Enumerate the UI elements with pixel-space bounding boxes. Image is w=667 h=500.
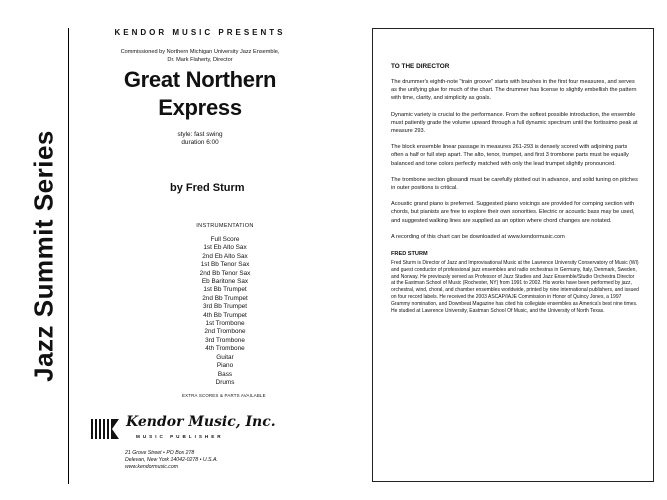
instrument-item: 3rd Trombone	[205, 336, 245, 344]
notes-paragraph: The drummer's eighth-note "train groove" starts with brushes in the first four measures, and serves as the unifying glue for much of the chart. The drummer has license to slightly embellish the pattern with time, clarity, and simplicity as goals.	[391, 79, 637, 102]
instrument-item: 4th Trombone	[205, 345, 245, 353]
series-title: Jazz Summit Series	[28, 130, 59, 382]
instrument-item: Drums	[215, 378, 235, 386]
address-line: Delevan, New York 14042-0278 • U.S.A.	[125, 456, 218, 463]
style-text: style: fast swing	[177, 131, 223, 138]
notes-paragraph: The trombone section glissandi must be carefully plotted out in advance, and solid tuning on pitches in outer positions is critical.	[391, 176, 638, 192]
instrument-item: Full Score	[210, 236, 240, 243]
instrument-item: 2nd Bb Trumpet	[202, 294, 248, 302]
notes-content	[391, 63, 639, 314]
instrument-item: 2nd Bb Tenor Sax	[199, 269, 251, 277]
commission-note	[80, 48, 320, 64]
notes-heading: TO THE DIRECTOR	[391, 63, 450, 70]
publisher-presents: KENDOR MUSIC PRESENTS	[114, 28, 286, 37]
piece-title	[80, 66, 320, 122]
instrument-item: 1st Trombone	[205, 320, 245, 328]
composer-credit: by Fred Sturm	[170, 182, 245, 194]
instrument-item: Piano	[216, 362, 234, 370]
instrument-item: 1st Eb Alto Sax	[203, 244, 247, 252]
instrumentation-heading: INSTRUMENTATION	[196, 223, 254, 229]
commission-line: Commissioned by Northern Michigan University Jazz Ensemble,	[120, 49, 280, 55]
title-page	[10, 10, 330, 488]
composer-bio: Fred Sturm is Director of Jazz and Improvisational Music at the Lawrence University Conservatory of Music (WI) and guest conductor of professional jazz ensembles and radio orchestras in Germany, Italy, Denmark, Sweden, and Norway. He previously served as Professor of Jazz Studies and Jazz Ensemble/Studio Orchestra Director at the Eastman School of Music (Rochester, NY) from 1991 to 2002. His works have been performed by jazz, orchestral, wind, choral, and chamber ensembles worldwide, printed by nine international publishers, and issued on four record labels. He received the 2003 ASCAP/IAJE Commission in Honor of Quincy Jones, a 1997 Grammy nomination, and Downbeat Magazine has cited his collegiate ensembles as America's best nine times. He studied at Lawrence University, Eastman School Of Music, and the University of North Texas.	[391, 260, 639, 314]
address-line: 21 Grove Street • PO Box 278	[125, 450, 195, 456]
instrument-item: 2nd Trombone	[204, 328, 246, 336]
bio-heading: FRED STURM	[391, 251, 428, 258]
publisher-name: Kendor Music, Inc.	[126, 414, 276, 430]
duration-text: duration 6:00	[181, 139, 219, 146]
instrumentation-list	[180, 236, 270, 387]
instrument-item: 4th Bb Trumpet	[203, 311, 247, 319]
publisher-logo	[90, 414, 290, 444]
extra-parts-note: EXTRA SCORES & PARTS AVAILABLE	[182, 393, 266, 398]
vertical-divider	[68, 28, 69, 484]
commission-line: Dr. Mark Flaherty, Director	[167, 57, 233, 63]
publisher-subtitle: MUSIC PUBLISHER	[136, 434, 224, 439]
publisher-address	[125, 450, 295, 470]
notes-paragraph: Acoustic grand piano is preferred. Suggested piano voicings are provided for comping section with chords, but pianists are free to explore their own sonorities. Electric or acoustic bass may be used, and suggested walking lines are supplied as an option where chord changes are notated.	[391, 201, 635, 224]
director-notes-page	[372, 28, 654, 482]
instrument-item: Guitar	[216, 353, 234, 361]
address-line: www.kendormusic.com	[125, 463, 179, 470]
kendor-logo-icon	[90, 416, 120, 442]
instrument-item: Eb Baritone Sax	[201, 278, 249, 286]
series-banner	[24, 30, 64, 482]
instrument-item: 3rd Bb Trumpet	[202, 303, 248, 311]
style-info	[80, 131, 320, 147]
notes-paragraph: Dynamic variety is crucial to the performance. From the softest possible introduction, the ensemble must patiently grade the volume upward through a full dynamic spectrum until the fortissimo peak at measure 293.	[391, 111, 638, 135]
title-line: Great Northern	[123, 67, 277, 92]
instrument-item: 1st Bb Trumpet	[203, 286, 247, 294]
instrument-item: Bass	[217, 370, 233, 378]
instrument-item: 2nd Eb Alto Sax	[202, 252, 248, 260]
title-line: Express	[158, 95, 242, 120]
notes-paragraph: A recording of this chart can be downloaded at www.kendormusic.com	[391, 233, 565, 240]
instrument-item: 1st Bb Tenor Sax	[200, 261, 250, 269]
notes-paragraph: The block ensemble linear passage in measures 261-293 is densely scored with adjoining parts often a half or full step apart. The alto, tenor, trumpet, and first 3 trombone parts must be equally balanced and tone colors perfectly matched with only the lead trumpet slightly pronounced.	[391, 144, 629, 167]
